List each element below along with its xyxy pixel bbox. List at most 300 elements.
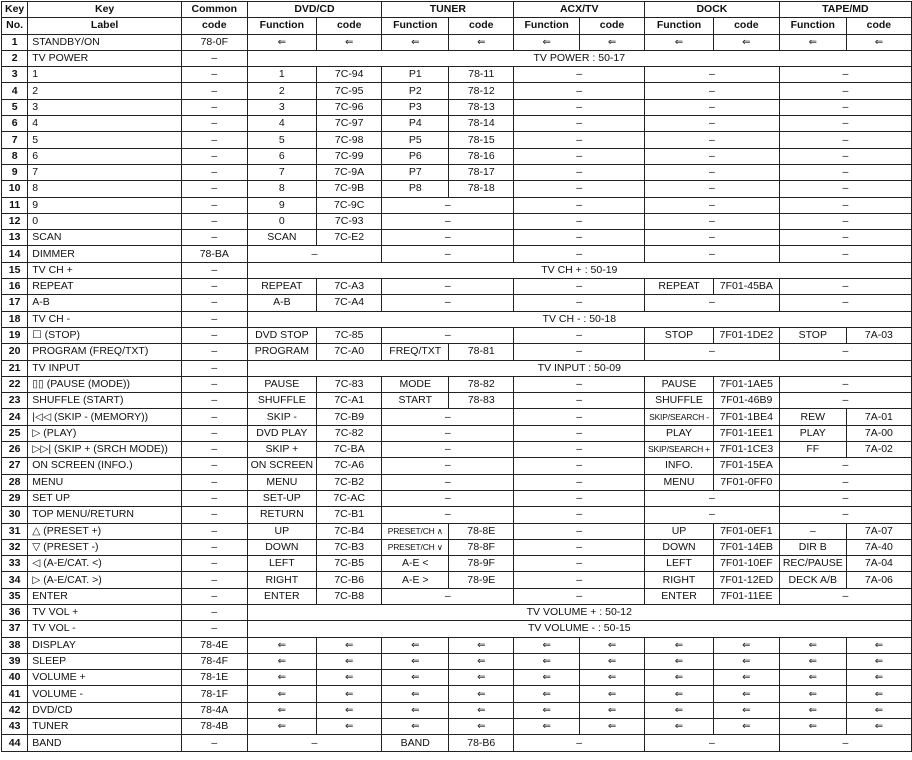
code-cell: ⇐ <box>846 34 911 50</box>
code-cell: P1 <box>382 67 449 83</box>
code-cell: 7C-B4 <box>317 523 382 539</box>
key-number: 28 <box>2 474 28 490</box>
dvd-code-header: code <box>317 18 382 34</box>
code-cell: – <box>382 213 514 229</box>
code-cell: 4 <box>247 116 316 132</box>
code-cell: – <box>514 295 645 311</box>
code-cell: – <box>247 246 382 262</box>
code-cell: – <box>779 148 911 164</box>
tuner-code-header: code <box>449 18 514 34</box>
table-row <box>2 735 912 751</box>
table-row <box>2 670 912 686</box>
key-label: SHUFFLE (START) <box>28 393 182 409</box>
table-row <box>2 327 912 343</box>
table-row <box>2 344 912 360</box>
common-code-cell: – <box>181 442 247 458</box>
key-label: ▽ (PRESET -) <box>28 539 182 555</box>
key-label: 5 <box>28 132 182 148</box>
code-cell: – <box>382 507 514 523</box>
code-cell: – <box>645 213 780 229</box>
code-cell: ⇐ <box>579 653 644 669</box>
code-cell: 7C-9A <box>317 164 382 180</box>
code-cell: 7F01-11EE <box>713 588 779 604</box>
code-cell: – <box>779 376 911 392</box>
code-cell: ⇐ <box>449 34 514 50</box>
common-code-cell: – <box>181 279 247 295</box>
key-number: 27 <box>2 458 28 474</box>
code-cell: – <box>779 67 911 83</box>
code-cell: START <box>382 393 449 409</box>
code-cell: TV CH - : 50-18 <box>247 311 911 327</box>
code-cell: – <box>645 230 780 246</box>
common-code-cell: – <box>181 490 247 506</box>
code-cell: ⇐ <box>645 719 714 735</box>
code-cell: ⇐ <box>514 670 580 686</box>
code-cell: – <box>779 99 911 115</box>
code-cell: A-E < <box>382 556 449 572</box>
key-number: 2 <box>2 50 28 66</box>
code-cell: – <box>514 507 645 523</box>
code-cell: 7C-A3 <box>317 279 382 295</box>
code-cell: ⇐ <box>247 686 316 702</box>
table-row <box>2 572 912 588</box>
code-cell: ⇐ <box>514 719 580 735</box>
code-cell: 7C-A0 <box>317 344 382 360</box>
code-cell: SET-UP <box>247 490 316 506</box>
common-code-cell: 78-4A <box>181 702 247 718</box>
code-cell: ⇐ <box>449 719 514 735</box>
table-row <box>2 442 912 458</box>
code-cell: 7C-A6 <box>317 458 382 474</box>
code-cell: BAND <box>382 735 449 751</box>
code-cell: PROGRAM <box>247 344 316 360</box>
key-number: 10 <box>2 181 28 197</box>
key-number: 20 <box>2 344 28 360</box>
code-cell: 7A-00 <box>846 425 911 441</box>
code-cell: P6 <box>382 148 449 164</box>
code-cell: RIGHT <box>645 572 714 588</box>
code-cell: 2 <box>247 83 316 99</box>
code-cell: 7A-40 <box>846 539 911 555</box>
code-cell: 7A-06 <box>846 572 911 588</box>
key-number: 16 <box>2 279 28 295</box>
table-row <box>2 702 912 718</box>
code-cell: 9 <box>247 197 316 213</box>
code-cell: ⇐ <box>779 719 846 735</box>
code-cell: – <box>514 735 645 751</box>
common-code-cell: – <box>181 67 247 83</box>
code-cell: ⇐ <box>382 686 449 702</box>
code-cell: – <box>779 735 911 751</box>
code-cell: REPEAT <box>645 279 714 295</box>
code-cell: 7F01-1BE4 <box>713 409 779 425</box>
common-code-cell: – <box>181 393 247 409</box>
code-cell: 78-9F <box>449 556 514 572</box>
key-label: BAND <box>28 735 182 751</box>
code-cell: – <box>779 295 911 311</box>
code-cell: ⇐ <box>382 719 449 735</box>
key-label: 7 <box>28 164 182 180</box>
code-cell: ⇐ <box>779 686 846 702</box>
code-cell: – <box>514 230 645 246</box>
code-cell: 7C-A4 <box>317 295 382 311</box>
key-no-header-top: Key <box>2 2 28 18</box>
code-cell: 7C-96 <box>317 99 382 115</box>
code-cell: 78-17 <box>449 164 514 180</box>
code-cell: – <box>514 181 645 197</box>
table-row <box>2 588 912 604</box>
code-cell: ⇐ <box>846 670 911 686</box>
code-cell: 78-83 <box>449 393 514 409</box>
code-cell: 7A-02 <box>846 442 911 458</box>
key-label: 8 <box>28 181 182 197</box>
code-cell: – <box>645 99 780 115</box>
table-row <box>2 719 912 735</box>
table-row <box>2 116 912 132</box>
common-code-cell: – <box>181 197 247 213</box>
code-cell: 5 <box>247 132 316 148</box>
code-cell: ⇐ <box>449 686 514 702</box>
code-cell: RETURN <box>247 507 316 523</box>
code-cell: ⇐ <box>449 670 514 686</box>
common-code-cell: – <box>181 213 247 229</box>
code-cell: 7C-B8 <box>317 588 382 604</box>
common-code-cell: – <box>181 735 247 751</box>
code-cell: – <box>514 572 645 588</box>
code-cell: – <box>779 181 911 197</box>
code-cell: 78-B6 <box>449 735 514 751</box>
code-cell: ⇐ <box>514 34 580 50</box>
code-cell: 7C-98 <box>317 132 382 148</box>
key-label: |◁◁ (SKIP - (MEMORY)) <box>28 409 182 425</box>
code-cell: 78-15 <box>449 132 514 148</box>
code-cell: – <box>514 148 645 164</box>
code-cell: 78-8F <box>449 539 514 555</box>
code-cell: – <box>514 213 645 229</box>
code-cell: – <box>514 442 645 458</box>
code-cell: ⇐ <box>317 719 382 735</box>
table-row <box>2 376 912 392</box>
key-label: DIMMER <box>28 246 182 262</box>
table-row <box>2 474 912 490</box>
group-header-dock: DOCK <box>645 2 780 18</box>
common-code-cell: – <box>181 132 247 148</box>
code-cell: 78-9E <box>449 572 514 588</box>
table-row <box>2 279 912 295</box>
code-cell: ⇐ <box>514 653 580 669</box>
key-number: 17 <box>2 295 28 311</box>
key-number: 32 <box>2 539 28 555</box>
code-cell: – <box>514 425 645 441</box>
code-cell: 7F01-15EA <box>713 458 779 474</box>
common-code-cell: – <box>181 409 247 425</box>
code-cell: – <box>382 295 514 311</box>
key-number: 41 <box>2 686 28 702</box>
code-cell: PAUSE <box>645 376 714 392</box>
key-number: 39 <box>2 653 28 669</box>
code-cell: ⇐ <box>247 34 316 50</box>
code-cell: A-E > <box>382 572 449 588</box>
code-cell: – <box>514 523 645 539</box>
code-cell: ⇐ <box>247 702 316 718</box>
table-row <box>2 213 912 229</box>
common-header: Common <box>181 2 247 18</box>
code-cell: – <box>645 295 780 311</box>
code-cell: ⇐ <box>514 702 580 718</box>
key-number: 35 <box>2 588 28 604</box>
key-label: ◁ (A-E/CAT. <) <box>28 556 182 572</box>
code-cell: DOWN <box>645 539 714 555</box>
code-cell: ⇐ <box>779 702 846 718</box>
code-cell: ⇐ <box>317 702 382 718</box>
table-row <box>2 653 912 669</box>
key-label: ☐ (STOP) <box>28 327 182 343</box>
code-cell: ⇐ <box>382 34 449 50</box>
code-cell: ⇐ <box>514 637 580 653</box>
code-cell: ⇐ <box>579 719 644 735</box>
code-cell: – <box>645 735 780 751</box>
code-cell: – <box>514 556 645 572</box>
code-cell: ⇐ <box>317 637 382 653</box>
common-code-cell: – <box>181 523 247 539</box>
code-cell: 7C-B9 <box>317 409 382 425</box>
code-cell: 78-82 <box>449 376 514 392</box>
code-cell: ⇐ <box>645 637 714 653</box>
code-cell: TV CH + : 50-19 <box>247 262 911 278</box>
code-cell: REC/PAUSE <box>779 556 846 572</box>
code-cell: – <box>645 197 780 213</box>
table-row <box>2 556 912 572</box>
table-row <box>2 604 912 620</box>
code-cell: 7F01-45BA <box>713 279 779 295</box>
code-cell: 6 <box>247 148 316 164</box>
key-number: 9 <box>2 164 28 180</box>
code-cell: 78-18 <box>449 181 514 197</box>
table-row <box>2 490 912 506</box>
code-cell: SHUFFLE <box>247 393 316 409</box>
key-label: MENU <box>28 474 182 490</box>
code-cell: – <box>514 132 645 148</box>
key-label: TUNER <box>28 719 182 735</box>
code-cell: ⇐ <box>846 702 911 718</box>
code-cell: – <box>514 116 645 132</box>
code-cell: DECK A/B <box>779 572 846 588</box>
key-number: 1 <box>2 34 28 50</box>
code-cell: 7C-95 <box>317 83 382 99</box>
code-cell: – <box>514 474 645 490</box>
code-cell: – <box>382 442 514 458</box>
key-number: 14 <box>2 246 28 262</box>
code-cell: DVD STOP <box>247 327 316 343</box>
table-row <box>2 67 912 83</box>
common-code-cell: – <box>181 99 247 115</box>
key-label: SET UP <box>28 490 182 506</box>
code-cell: – <box>514 246 645 262</box>
code-cell: – <box>382 327 514 343</box>
code-cell: 78-16 <box>449 148 514 164</box>
key-label: A-B <box>28 295 182 311</box>
code-cell: – <box>779 116 911 132</box>
code-cell: STOP <box>645 327 714 343</box>
group-header-tape-md: TAPE/MD <box>779 2 911 18</box>
code-cell: ⇐ <box>579 686 644 702</box>
code-cell: 7C-83 <box>317 376 382 392</box>
code-cell: 7C-85 <box>317 327 382 343</box>
code-cell: 7C-9C <box>317 197 382 213</box>
code-cell: – <box>645 164 780 180</box>
key-number: 43 <box>2 719 28 735</box>
key-label: REPEAT <box>28 279 182 295</box>
code-cell: TV POWER : 50-17 <box>247 50 911 66</box>
key-number: 13 <box>2 230 28 246</box>
common-code-cell: – <box>181 572 247 588</box>
key-label: ▷▷| (SKIP + (SRCH MODE)) <box>28 442 182 458</box>
key-label: ENTER <box>28 588 182 604</box>
code-cell: – <box>382 197 514 213</box>
common-code-cell: – <box>181 507 247 523</box>
code-cell: – <box>514 327 645 343</box>
code-cell: – <box>645 132 780 148</box>
code-cell: SKIP/SEARCH + <box>645 442 714 458</box>
code-cell: 7F01-12ED <box>713 572 779 588</box>
key-number: 30 <box>2 507 28 523</box>
code-cell: 7C-99 <box>317 148 382 164</box>
code-cell: PLAY <box>645 425 714 441</box>
common-code-cell: – <box>181 474 247 490</box>
key-label: 0 <box>28 213 182 229</box>
code-cell: P5 <box>382 132 449 148</box>
key-number: 15 <box>2 262 28 278</box>
table-row <box>2 686 912 702</box>
tape-function-header: Function <box>779 18 846 34</box>
common-code-cell: – <box>181 148 247 164</box>
code-cell: ENTER <box>645 588 714 604</box>
code-cell: ⇐ <box>449 653 514 669</box>
code-cell: – <box>382 425 514 441</box>
code-cell: – <box>779 474 911 490</box>
code-cell: 7C-93 <box>317 213 382 229</box>
code-cell: 7F01-46B9 <box>713 393 779 409</box>
table-row <box>2 458 912 474</box>
key-number: 29 <box>2 490 28 506</box>
code-cell: – <box>779 458 911 474</box>
common-code-cell: 78-1F <box>181 686 247 702</box>
common-code-cell: – <box>181 425 247 441</box>
code-cell: ⇐ <box>579 637 644 653</box>
key-number: 18 <box>2 311 28 327</box>
code-cell: ENTER <box>247 588 316 604</box>
key-label: SLEEP <box>28 653 182 669</box>
key-label: DISPLAY <box>28 637 182 653</box>
code-cell: 7A-03 <box>846 327 911 343</box>
code-cell: – <box>779 230 911 246</box>
code-cell: ⇐ <box>846 653 911 669</box>
code-cell: ⇐ <box>645 34 714 50</box>
code-cell: ⇐ <box>645 702 714 718</box>
code-cell: REW <box>779 409 846 425</box>
code-cell: SKIP + <box>247 442 316 458</box>
table-row <box>2 621 912 637</box>
common-code-cell: – <box>181 604 247 620</box>
group-header-dvd-cd: DVD/CD <box>247 2 382 18</box>
code-cell: RIGHT <box>247 572 316 588</box>
code-cell: – <box>645 507 780 523</box>
common-code-cell: 78-4B <box>181 719 247 735</box>
code-cell: 7F01-0EF1 <box>713 523 779 539</box>
key-label: 1 <box>28 67 182 83</box>
code-cell: 7C-E2 <box>317 230 382 246</box>
code-cell: TV VOLUME + : 50-12 <box>247 604 911 620</box>
code-cell: – <box>514 83 645 99</box>
tuner-function-header: Function <box>382 18 449 34</box>
code-cell: ⇐ <box>382 637 449 653</box>
code-cell: SKIP - <box>247 409 316 425</box>
remote-code-table <box>1 1 912 752</box>
code-cell: TV VOLUME - : 50-15 <box>247 621 911 637</box>
key-label: ON SCREEN (INFO.) <box>28 458 182 474</box>
code-cell: 1 <box>247 67 316 83</box>
code-cell: – <box>779 393 911 409</box>
code-cell: – <box>514 490 645 506</box>
code-cell: P4 <box>382 116 449 132</box>
key-label: STANDBY/ON <box>28 34 182 50</box>
code-cell: 7F01-1AE5 <box>713 376 779 392</box>
code-cell: ⇐ <box>846 637 911 653</box>
key-label: VOLUME + <box>28 670 182 686</box>
code-cell: – <box>645 246 780 262</box>
code-cell: ⇐ <box>579 702 644 718</box>
code-cell: – <box>382 409 514 425</box>
key-number: 8 <box>2 148 28 164</box>
table-row <box>2 148 912 164</box>
code-cell: REPEAT <box>247 279 316 295</box>
key-label: TOP MENU/RETURN <box>28 507 182 523</box>
code-cell: P7 <box>382 164 449 180</box>
code-cell: UP <box>645 523 714 539</box>
code-cell: ⇐ <box>247 719 316 735</box>
code-cell: – <box>645 344 780 360</box>
code-cell: DOWN <box>247 539 316 555</box>
code-cell: PRESET/CH ∧ <box>382 523 449 539</box>
key-label: 4 <box>28 116 182 132</box>
table-row <box>2 539 912 555</box>
code-cell: – <box>779 507 911 523</box>
table-row <box>2 409 912 425</box>
code-cell: 3 <box>247 99 316 115</box>
key-label: VOLUME - <box>28 686 182 702</box>
code-cell: – <box>514 393 645 409</box>
code-cell: – <box>247 735 382 751</box>
key-number: 44 <box>2 735 28 751</box>
code-cell: ⇐ <box>247 637 316 653</box>
key-number: 23 <box>2 393 28 409</box>
key-label: TV VOL + <box>28 604 182 620</box>
code-cell: – <box>779 344 911 360</box>
common-code-cell: – <box>181 50 247 66</box>
code-cell: – <box>382 279 514 295</box>
common-code-cell: – <box>181 295 247 311</box>
code-cell: A-B <box>247 295 316 311</box>
code-cell: – <box>514 344 645 360</box>
key-label: 2 <box>28 83 182 99</box>
common-code-cell: – <box>181 360 247 376</box>
table-row <box>2 99 912 115</box>
table-row <box>2 181 912 197</box>
common-code-cell: – <box>181 376 247 392</box>
code-cell: 78-13 <box>449 99 514 115</box>
code-cell: FREQ/TXT <box>382 344 449 360</box>
common-code-cell: – <box>181 458 247 474</box>
